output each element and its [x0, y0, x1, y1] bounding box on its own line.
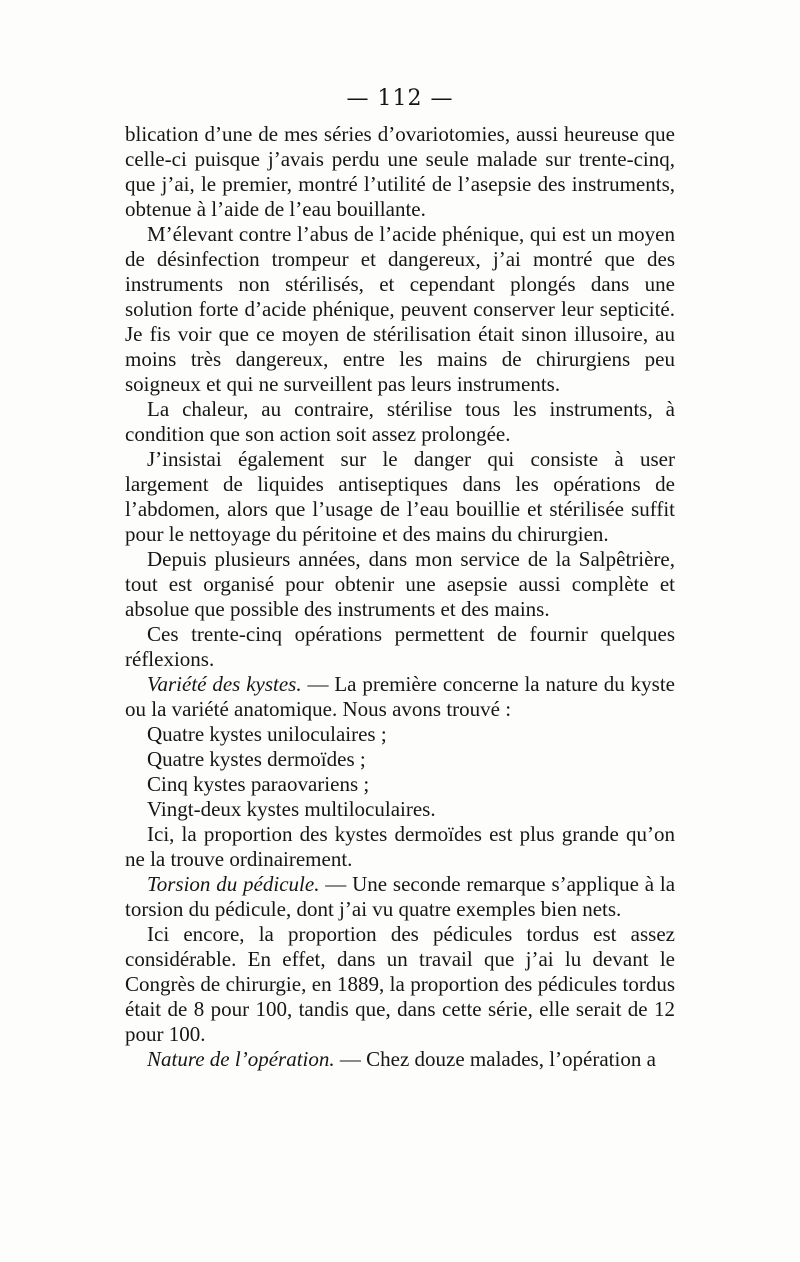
paragraph-2: M’élevant contre l’abus de l’acide phénique, qui est un moyen de désinfection trompeur et dangereux, j’ai montré que des instruments non stérilisés, et cependant plongés dans une solution forte d’acide phénique, peuvent conserver leur septicité. Je fis voir que ce moyen de stérilisation était sinon illusoire, au moins très dangereux, entre les mains de chirurgiens peu soigneux et qui ne surveillent pas leurs instruments. — [125, 222, 675, 396]
heading-dash: — — [319, 872, 353, 896]
paragraph-pedicle-torsion — [125, 872, 675, 922]
list-item: Quatre kystes uniloculaires ; — [147, 722, 387, 746]
paragraph-5: Depuis plusieurs années, dans mon service de la Salpêtrière, tout est organisé pour obtenir une asepsie aussi complète et absolue que possible des instruments et des mains. — [125, 547, 675, 621]
paragraph-operation-nature — [125, 1047, 675, 1072]
body-text — [125, 122, 675, 1072]
paragraph-operation-nature-text: Chez douze malades, l’opération a — [366, 1047, 656, 1071]
paragraph-cyst-variety-text: La première concerne la nature du kyste ou la variété anatomique. Nous avons trouvé : — [125, 672, 675, 721]
paragraph-pedicle-torsion-text: Une seconde remarque s’applique à la torsion du pédicule, dont j’ai vu quatre exemples bien nets. — [125, 872, 676, 921]
section-heading-cyst-variety: Variété des kystes. — [147, 672, 302, 696]
paragraph-6: Ces trente-cinq opérations permettent de fournir quelques réflexions. — [125, 622, 675, 671]
list-item: Cinq kystes paraovariens ; — [147, 772, 370, 796]
paragraph-8: Ici, la proportion des kystes dermoïdes est plus grande qu’on ne la trouve ordinairement. — [125, 822, 675, 871]
paragraph-3: La chaleur, au contraire, stérilise tous les instruments, à condition que son action soit assez prolongée. — [125, 397, 675, 446]
page-number: — 112 — — [346, 86, 454, 111]
paragraph-10: Ici encore, la proportion des pédicules tordus est assez considérable. En effet, dans un travail que j’ai lu devant le Congrès de chirurgie, en 1889, la proportion des pédicules tordus était de 8 pour 100, tandis que, dans cette série, elle serait de 12 pour 100. — [125, 922, 675, 1046]
paragraph-cyst-variety — [125, 672, 675, 722]
list-item: Quatre kystes dermoïdes ; — [147, 747, 366, 771]
section-heading-pedicle-torsion: Torsion du pédicule. — [147, 872, 320, 896]
paragraph-1: blication d’une de mes séries d’ovariotomies, aussi heureuse que celle-ci puisque j’avais perdu une seule malade sur trente-cinq, que j’ai, le premier, montré l’utilité de l’asepsie des instruments, obtenue à l’aide de l’eau bouillante. — [125, 122, 675, 221]
paragraph-4: J’insistai également sur le danger qui consiste à user largement de liquides antiseptiques dans les opérations de l’abdomen, alors que l’usage de l’eau bouillie et stérilisée suffit pour le nettoyage du péritoine et des mains du chirurgien. — [125, 447, 675, 546]
heading-dash: — — [334, 1047, 367, 1071]
heading-dash: — — [301, 672, 335, 696]
section-heading-operation-nature: Nature de l’opération. — [147, 1047, 335, 1071]
list-item: Vingt-deux kystes multiloculaires. — [147, 797, 436, 821]
